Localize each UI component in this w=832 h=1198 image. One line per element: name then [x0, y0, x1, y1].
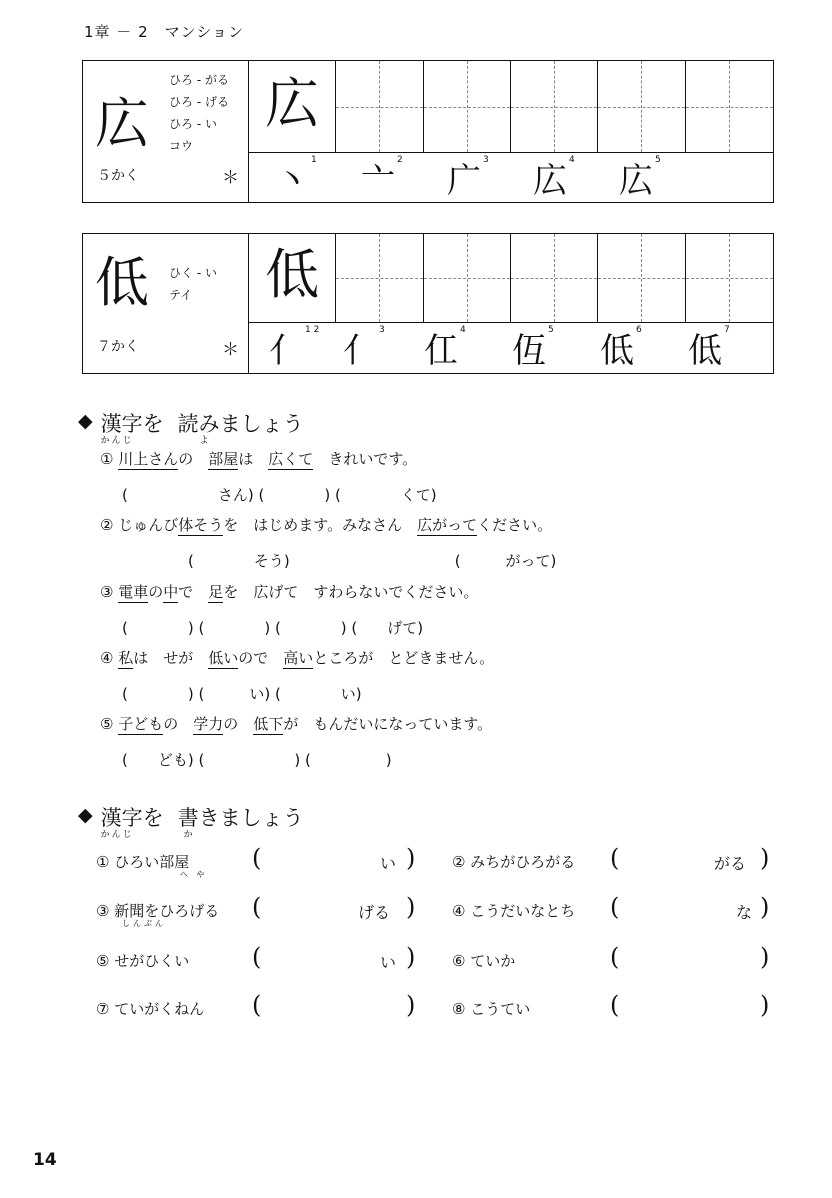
- answer-blanks-4[interactable]: ( ) ( い) ( い): [122, 685, 362, 703]
- practice-cell[interactable]: [424, 61, 511, 152]
- stroke-order-row: [249, 152, 773, 202]
- practice-cell[interactable]: [686, 61, 773, 152]
- stroke-step: 亻 3: [343, 324, 385, 371]
- writing-tail-2: がる: [714, 854, 747, 873]
- answer-blanks-2[interactable]: ( そう) ( がって): [188, 552, 557, 570]
- open-paren: (: [610, 943, 620, 971]
- writing-item-3: ③ 新聞をひろげる: [96, 902, 220, 920]
- open-paren: (: [610, 844, 620, 872]
- reading-question-3: ③ 電車の中で 足を 広げて すわらないでください。: [100, 583, 479, 601]
- kanji-info: [83, 234, 249, 373]
- open-paren: (: [610, 893, 620, 921]
- open-paren: (: [610, 991, 620, 1019]
- model-kanji: 低: [265, 243, 320, 306]
- page-number: 14: [33, 1150, 57, 1170]
- stroke-step: 广 3: [447, 154, 489, 201]
- star-mark: ＊: [222, 168, 239, 188]
- close-paren: ): [760, 991, 770, 1019]
- kanji-readings: ひろ - がる ひろ - げる ひろ - い コウ: [169, 73, 229, 153]
- writing-section-title: ◆ 漢字を かんじ 書きましょう か: [78, 804, 304, 840]
- kanji-info: [83, 61, 249, 202]
- model-cell: [249, 234, 336, 322]
- writing-tail-3: げる: [358, 903, 391, 922]
- close-paren: ): [406, 991, 416, 1019]
- practice-cell[interactable]: [511, 234, 598, 322]
- writing-item-8: ⑧ こうてい: [452, 1000, 531, 1018]
- writing-item-7: ⑦ ていがくねん: [96, 1000, 205, 1018]
- stroke-step: 仾 5: [512, 324, 554, 371]
- stroke-step: 丶 1: [275, 154, 317, 201]
- diamond-icon: ◆: [78, 804, 93, 826]
- chapter-header: 1章 － 2 マンション: [84, 23, 244, 41]
- writing-item-2: ② みちがひろがる: [452, 853, 576, 871]
- open-paren: (: [252, 844, 262, 872]
- stroke-step: 低 6: [600, 324, 642, 371]
- writing-tail-4: な: [736, 903, 753, 922]
- model-kanji: 広: [265, 72, 320, 135]
- kanji-box-hiku: [82, 233, 774, 374]
- practice-cell[interactable]: [424, 234, 511, 322]
- close-paren: ): [406, 844, 416, 872]
- star-mark: ＊: [222, 340, 239, 360]
- close-paren: ): [406, 893, 416, 921]
- diamond-icon: ◆: [78, 410, 93, 432]
- practice-grid: [249, 234, 773, 323]
- answer-blanks-5[interactable]: ( ども) ( ) ( ): [122, 751, 392, 769]
- stroke-step: 広 4: [533, 154, 575, 201]
- writing-item-1: ① ひろい部屋: [96, 853, 190, 871]
- stroke-step: 亻 1 2: [269, 324, 320, 371]
- kanji-readings: ひく - い テイ: [169, 266, 217, 302]
- stroke-count: ７かく: [97, 339, 139, 355]
- close-paren: ): [760, 943, 770, 971]
- practice-cell[interactable]: [598, 61, 685, 152]
- practice-cell[interactable]: [598, 234, 685, 322]
- reading-question-5: ⑤ 子どもの 学力の 低下が もんだいになっています。: [100, 715, 493, 733]
- stroke-count: ５かく: [97, 168, 139, 184]
- stroke-step: 広 5: [619, 154, 661, 201]
- reading-question-1: ① 川上さんの 部屋は 広くて きれいです。: [100, 450, 418, 468]
- close-paren: ): [760, 844, 770, 872]
- kanji-glyph: 低: [95, 251, 149, 314]
- reading-question-2: ② じゅんび体そうを はじめます。みなさん 広がってください。: [100, 516, 553, 534]
- stroke-step: 亠 2: [361, 154, 403, 201]
- answer-blanks-1[interactable]: ( さん) ( ) ( くて): [122, 486, 437, 504]
- close-paren: ): [760, 893, 770, 921]
- close-paren: ): [406, 943, 416, 971]
- stroke-step: 仜 4: [424, 324, 466, 371]
- practice-cell[interactable]: [686, 234, 773, 322]
- model-cell: [249, 61, 336, 152]
- writing-tail-5: い: [380, 953, 397, 972]
- stroke-step: 低 7: [688, 324, 730, 371]
- practice-cell[interactable]: [511, 61, 598, 152]
- writing-item-5: ⑤ せがひくい: [96, 952, 190, 970]
- reading-section-title: ◆ 漢字を かんじ 読みましょう よ: [78, 410, 304, 446]
- answer-blanks-3[interactable]: ( ) ( ) ( ) ( げて): [122, 619, 424, 637]
- reading-question-4: ④ 私は せが 低いので 高いところが とどきません。: [100, 649, 495, 667]
- open-paren: (: [252, 893, 262, 921]
- kanji-glyph: 広: [95, 92, 149, 155]
- kanji-box-hiro: [82, 60, 774, 203]
- writing-item-6: ⑥ ていか: [452, 952, 516, 970]
- practice-cell[interactable]: [336, 61, 423, 152]
- writing-furigana-3: しんぶん: [122, 919, 166, 928]
- practice-cell[interactable]: [336, 234, 423, 322]
- writing-tail-1: い: [380, 854, 397, 873]
- stroke-order-row: [249, 321, 773, 373]
- open-paren: (: [252, 991, 262, 1019]
- writing-item-4: ④ こうだいなとち: [452, 902, 576, 920]
- practice-grid: [249, 61, 773, 153]
- open-paren: (: [252, 943, 262, 971]
- writing-furigana-1: へ や: [180, 870, 208, 879]
